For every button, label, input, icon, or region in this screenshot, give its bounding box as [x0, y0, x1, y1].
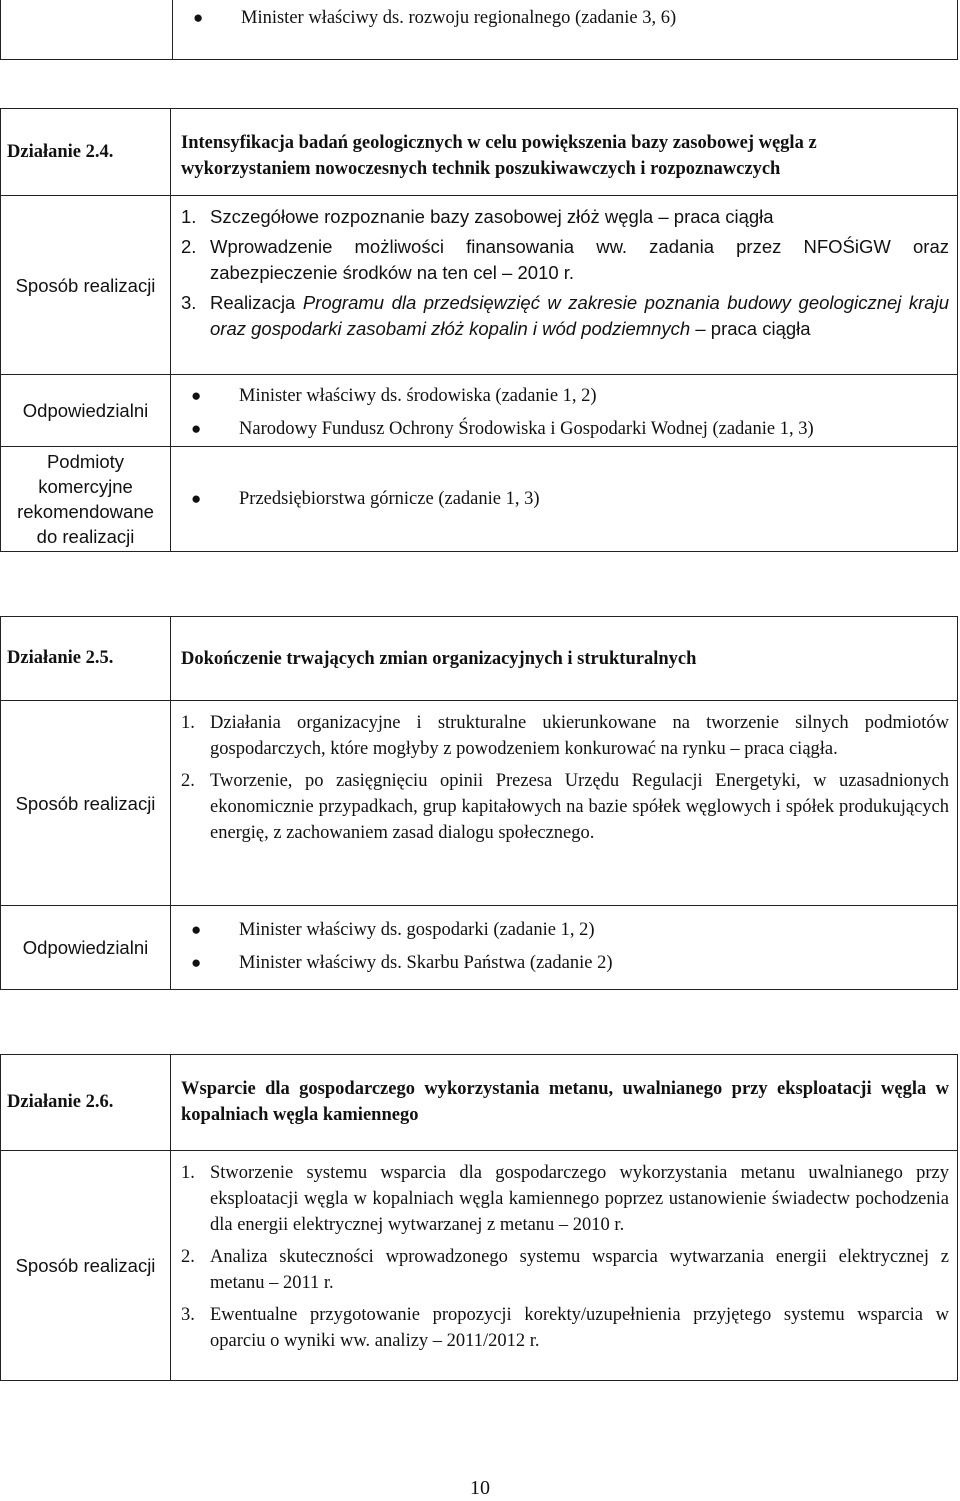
action-label: Działanie 2.6. [1, 1055, 171, 1151]
task-item: 2. Analiza skuteczności wprowadzonego systemu wsparcia wytwarzania energii elektrycznej z metanu – 2011 r. [181, 1247, 949, 1293]
podmioty-label: Podmioty komercyjne rekomendowane do realizacji [1, 447, 171, 552]
action-2-5-table [0, 616, 958, 990]
action-title-cell [171, 617, 958, 701]
bullet-icon: ● [191, 920, 202, 939]
action-2-4-table [0, 108, 958, 552]
list-item: ● Minister właściwy ds. gospodarki (zadanie 1, 2) [181, 917, 949, 943]
list-item: ● Minister właściwy ds. środowiska (zadanie 1, 2) [181, 383, 949, 409]
tasks-cell [171, 196, 958, 375]
tasks-cell [171, 1151, 958, 1381]
responsible-list [181, 917, 949, 976]
podmioty-list [181, 486, 949, 512]
bullet-icon: ● [191, 419, 202, 438]
action-title: Intensyfikacja badań geologicznych w celu powiększenia bazy zasobowej węgla z wykorzystaniem nowoczesnych technik poszukiwawczych i rozpoznawczych [181, 133, 817, 179]
responsible-cell [171, 375, 958, 447]
odpowiedzialni-label: Odpowiedzialni [1, 375, 171, 447]
action-title-cell [171, 109, 958, 196]
top-content-cell [173, 0, 958, 60]
tasks-list [181, 1160, 949, 1354]
top-table [0, 0, 958, 60]
task-item: 3. Realizacja Programu dla przedsięwzięć w zakresie poznania budowy geologicznej kraju oraz gospodarki zasobami złóż kopalin i wód podziemnych – praca ciągła [181, 292, 949, 339]
action-2-6-table [0, 1054, 958, 1381]
task-item: 3. Ewentualne przygotowanie propozycji korekty/uzupełnienia przyjętego systemu wsparcia w oparciu o wyniki ww. analizy – 2011/2012 r. [181, 1305, 949, 1351]
action-label: Działanie 2.5. [1, 617, 171, 701]
bullet-icon: ● [193, 8, 204, 27]
task-item: 1. Działania organizacyjne i strukturalne ukierunkowane na tworzenie silnych podmiotów gospodarczych, które mogłyby z powodzeniem konkurować na rynku – praca ciągła. [181, 713, 949, 759]
list-item: ● Minister właściwy ds. rozwoju regionalnego (zadanie 3, 6) [183, 5, 949, 31]
odpowiedzialni-label: Odpowiedzialni [1, 906, 171, 990]
responsible-cell [171, 906, 958, 990]
bullet-icon: ● [191, 953, 202, 972]
action-title: Wsparcie dla gospodarczego wykorzystania metanu, uwalnianego przy eksploatacji węgla w kopalniach węgla kamiennego [181, 1079, 949, 1125]
task-item: 2. Tworzenie, po zasięgnięciu opinii Prezesa Urzędu Regulacji Energetyki, w uzasadnionych ekonomicznie przypadkach, grup kapitałowych na bazie spółek węglowych i spółek produkujących energię, z zachowaniem zasad dialogu społecznego. [181, 771, 949, 843]
page-number: 10 [470, 1477, 490, 1499]
list-item: ● Przedsiębiorstwa górnicze (zadanie 1, 3) [181, 486, 949, 512]
task-item: 1. Szczegółowe rozpoznanie bazy zasobowej złóż węgla – praca ciągła [181, 206, 774, 227]
tasks-list [181, 204, 949, 342]
sposob-label: Sposób realizacji [1, 196, 171, 375]
responsible-list [181, 383, 949, 442]
action-title-cell [171, 1055, 958, 1151]
list-item: ● Narodowy Fundusz Ochrony Środowiska i Gospodarki Wodnej (zadanie 1, 3) [181, 416, 949, 442]
podmioty-cell [171, 447, 958, 552]
top-label-cell [1, 0, 173, 60]
bullet-icon: ● [191, 489, 202, 508]
tasks-cell [171, 701, 958, 906]
action-title: Dokończenie trwających zmian organizacyjnych i strukturalnych [181, 648, 697, 669]
bullet-icon: ● [191, 386, 202, 405]
task-item: 1. Stworzenie systemu wsparcia dla gospodarczego wykorzystania metanu uwalnianego przy eksploatacji węgla w kopalniach węgla kamiennego poprzez ustanowienie świadectw pochodzenia dla energii elektrycznej wytwarzanej z metanu – 2010 r. [181, 1163, 949, 1235]
action-label: Działanie 2.4. [1, 109, 171, 196]
sposob-label: Sposób realizacji [1, 1151, 171, 1381]
list-item: ● Minister właściwy ds. Skarbu Państwa (zadanie 2) [181, 950, 949, 976]
sposob-label: Sposób realizacji [1, 701, 171, 906]
tasks-list [181, 710, 949, 846]
task-item: 2. Wprowadzenie możliwości finansowania ww. zadania przez NFOŚiGW oraz zabezpieczenie środków na ten cel – 2010 r. [181, 236, 949, 283]
